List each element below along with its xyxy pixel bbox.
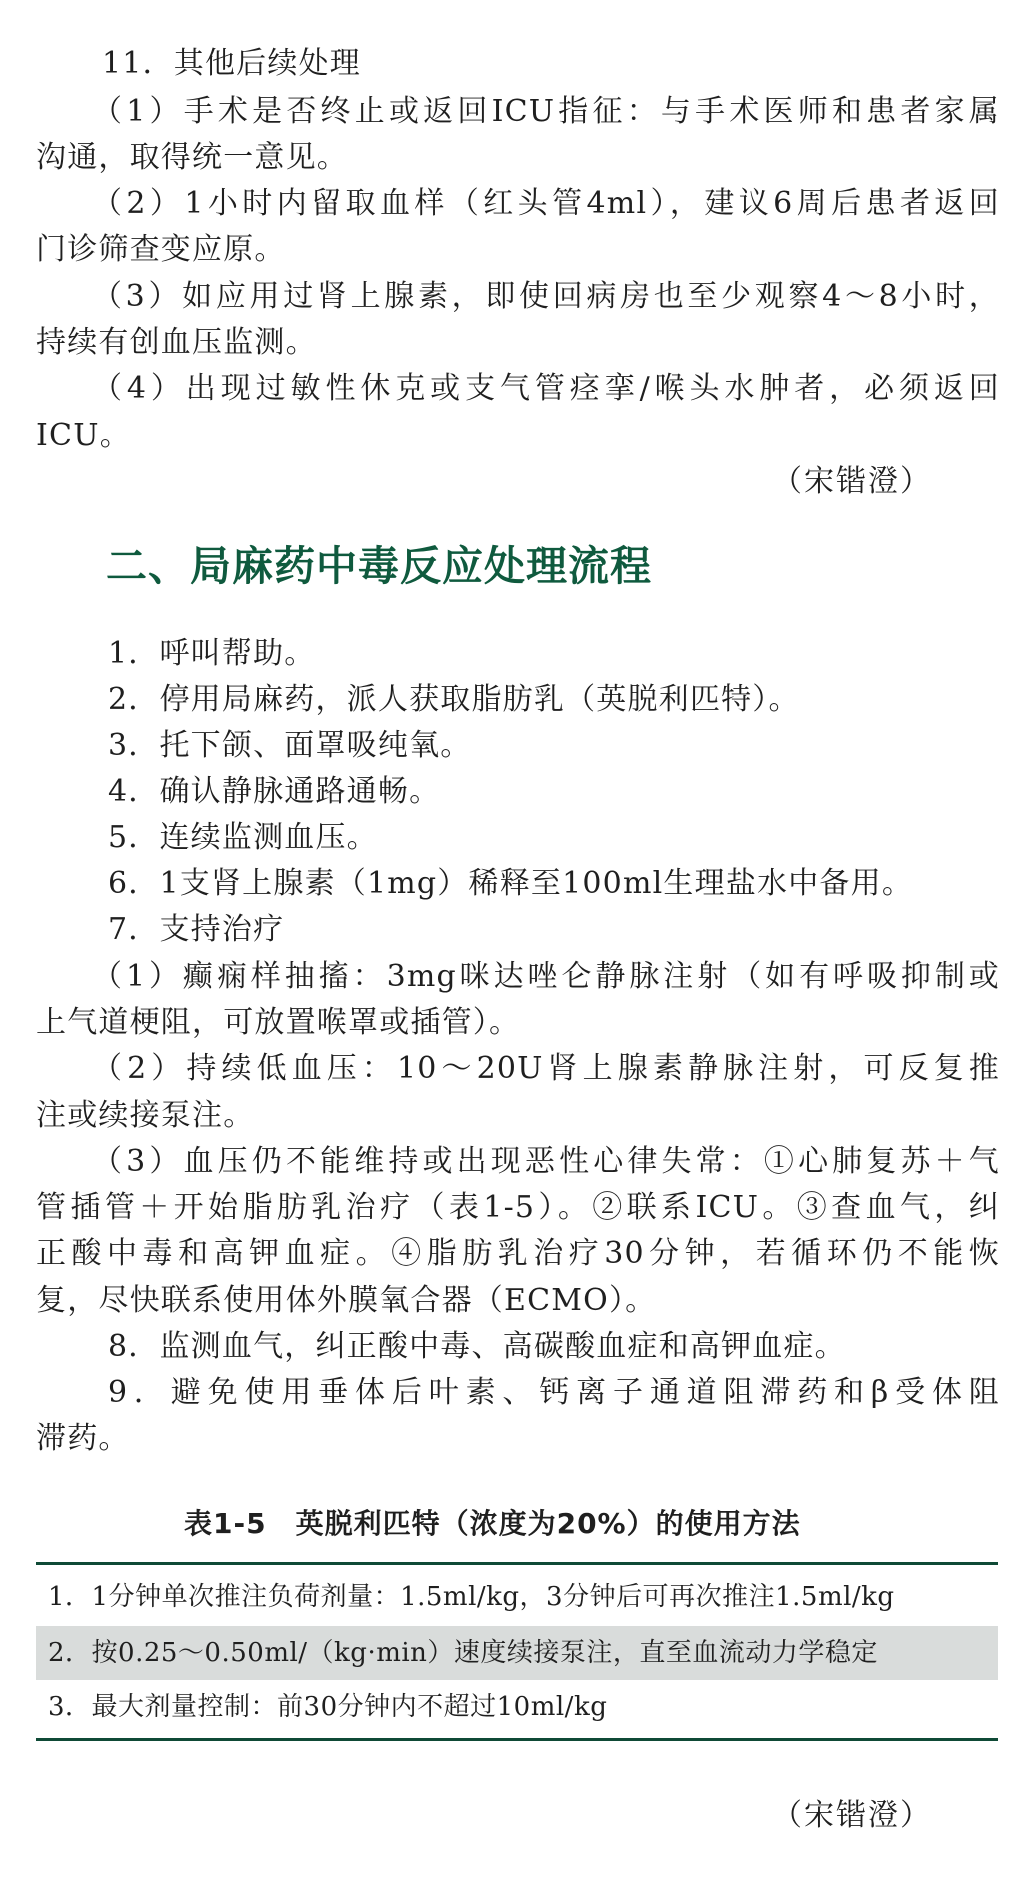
table-row: 3．最大剂量控制：前30分钟内不超过10ml/kg — [48, 1692, 608, 1722]
step-9-line2: 滞药。 — [36, 1421, 130, 1456]
section-heading: 二、局麻药中毒反应处理流程 — [106, 542, 652, 590]
step-9-line1: 9．避免使用垂体后叶素、钙离子通道阻滞药和β受体阻 — [108, 1375, 1000, 1410]
item-11-sub1-line2: 沟通，取得统一意见。 — [36, 140, 348, 175]
step-3: 3．托下颌、面罩吸纯氧。 — [108, 728, 472, 763]
item-11-sub1-line1: （1）手术是否终止或返回ICU指征：与手术医师和患者家属 — [92, 94, 1000, 129]
item-11-sub4-line1: （4）出现过敏性休克或支气管痉挛/喉头水肿者，必须返回 — [92, 371, 1000, 406]
item-11-sub4-line2: ICU。 — [36, 418, 131, 453]
table-row: 2．按0.25～0.50ml/（kg·min）速度续接泵注，直至血流动力学稳定 — [36, 1626, 998, 1680]
step-7-sub2-line2: 注或续接泵注。 — [36, 1098, 255, 1133]
item-11-sub2-line2: 门诊筛查变应原。 — [36, 232, 286, 267]
step-7-sub3-line1: （3）血压仍不能维持或出现恶性心律失常：①心肺复苏＋气 — [92, 1144, 1000, 1179]
step-7-sub3-line4: 复，尽快联系使用体外膜氧合器（ECMO）。 — [36, 1283, 657, 1318]
table-row: 1．1分钟单次推注负荷剂量：1.5ml/kg，3分钟后可再次推注1.5ml/kg — [48, 1582, 895, 1612]
step-7: 7．支持治疗 — [108, 912, 285, 947]
step-7-sub3-line2: 管插管＋开始脂肪乳治疗（表1-5）。②联系ICU。③查血气，纠 — [36, 1190, 1000, 1225]
step-7-sub1-line1: （1）癫痫样抽搐：3mg咪达唑仑静脉注射（如有呼吸抑制或 — [92, 959, 1000, 994]
step-8: 8．监测血气，纠正酸中毒、高碳酸血症和高钾血症。 — [108, 1329, 846, 1364]
table-top-rule — [36, 1562, 998, 1565]
table-bottom-rule — [36, 1738, 998, 1741]
step-7-sub3-line3: 正酸中毒和高钾血症。④脂肪乳治疗30分钟，若循环仍不能恢 — [36, 1236, 1000, 1271]
item-11-sub2-line1: （2）1小时内留取血样（红头管4ml），建议6周后患者返回 — [92, 186, 1000, 221]
step-5: 5．连续监测血压。 — [108, 820, 378, 855]
author-credit: （宋锴澄） — [772, 464, 932, 499]
step-1: 1．呼叫帮助。 — [108, 636, 316, 671]
item-11-heading: 11．其他后续处理 — [102, 46, 361, 81]
footer-author-credit: （宋锴澄） — [772, 1798, 932, 1833]
item-11-sub3-line2: 持续有创血压监测。 — [36, 325, 317, 360]
step-4: 4．确认静脉通路通畅。 — [108, 774, 441, 809]
item-11-sub3-line1: （3）如应用过肾上腺素，即使回病房也至少观察4～8小时， — [92, 279, 1000, 314]
step-2: 2．停用局麻药，派人获取脂肪乳（英脱利匹特）。 — [108, 682, 800, 717]
step-7-sub2-line1: （2）持续低血压：10～20U肾上腺素静脉注射，可反复推 — [92, 1051, 1000, 1086]
step-6: 6．1支肾上腺素（1mg）稀释至100ml生理盐水中备用。 — [108, 866, 914, 901]
table-caption: 表1-5 英脱利匹特（浓度为20%）的使用方法 — [184, 1507, 801, 1540]
step-7-sub1-line2: 上气道梗阻，可放置喉罩或插管）。 — [36, 1005, 521, 1040]
